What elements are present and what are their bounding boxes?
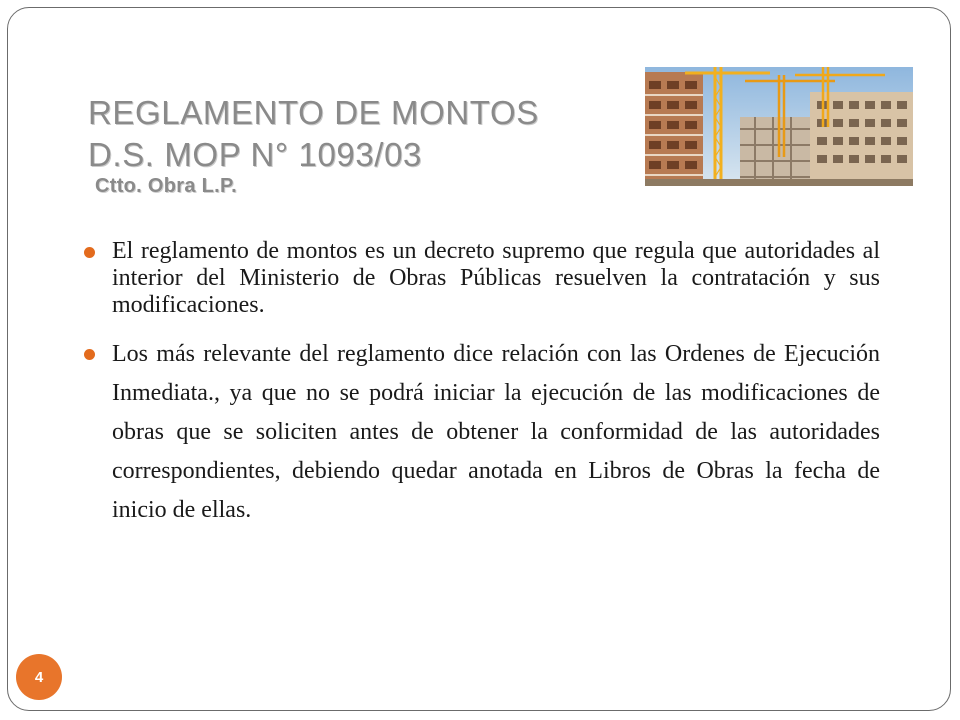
page-number-badge: 4 bbox=[16, 654, 62, 700]
bullet-dot-icon bbox=[84, 349, 95, 360]
construction-site-photo bbox=[645, 67, 913, 186]
title-line-2: D.S. MOP N° 1093/03 bbox=[88, 136, 422, 173]
bullet-text: Los más relevante del reglamento dice relación con las Ordenes de Ejecución Inmediata., ya que no se podrá iniciar la ejecución de las modificaciones de obras que se soliciten antes de obtener la conformidad de las autoridades correspondientes, debiendo quedar anotada en Libros de Obras la fecha de inicio de ellas. bbox=[112, 341, 880, 523]
bullet-dot-icon bbox=[84, 247, 95, 258]
bullet-list bbox=[80, 238, 880, 530]
construction-photo-graphic bbox=[645, 67, 913, 186]
slide-subtitle: Ctto. Obra L.P. bbox=[95, 175, 237, 197]
bullet-item bbox=[80, 238, 880, 319]
bullet-text: El reglamento de montos es un decreto supremo que regula que autoridades al interior del Ministerio de Obras Públicas resuelven la contratación y sus modificaciones. bbox=[112, 238, 880, 318]
bullet-item bbox=[80, 335, 880, 530]
title-line-1: REGLAMENTO DE MONTOS bbox=[88, 94, 539, 131]
slide-title bbox=[88, 92, 539, 176]
